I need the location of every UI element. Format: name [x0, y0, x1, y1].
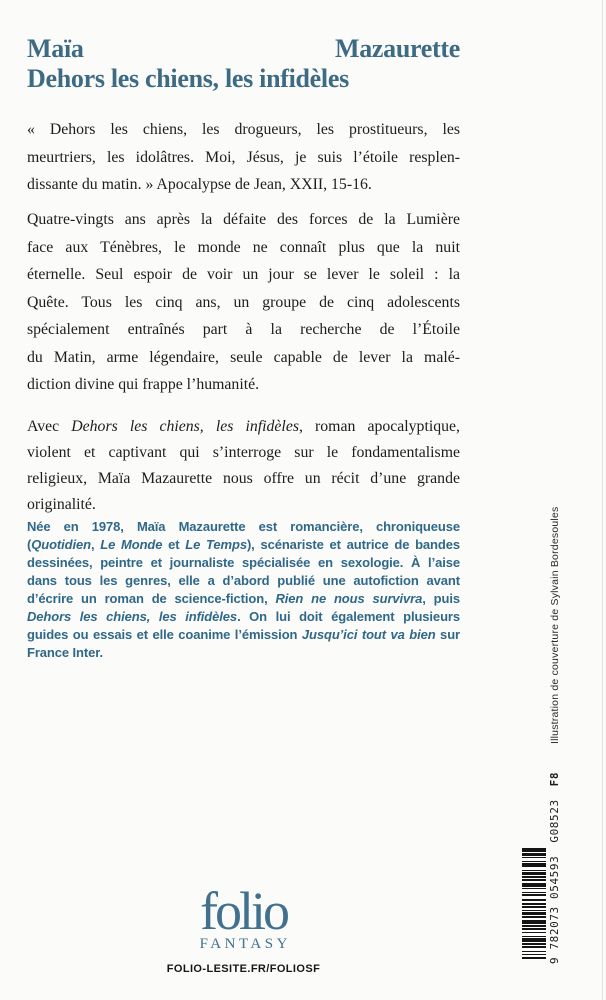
barcode-bar — [522, 861, 546, 862]
barcode-bar — [522, 916, 546, 917]
barcode-bar — [522, 894, 546, 895]
barcode-bar — [522, 872, 546, 875]
folio-logo: folio — [200, 881, 287, 941]
barcode-bar — [522, 857, 546, 858]
barcode-bar — [522, 899, 546, 900]
closing-paragraph: Avec Dehors les chiens, les infidèles, roman apocalyptique, violent et captivant qui s’interroge sur le fondamentalisme religieux, Maïa Mazaurette nous offre un récit d’une grande originalité. — [27, 418, 460, 513]
barcode-bar — [522, 938, 546, 942]
barcode-bar — [522, 954, 546, 955]
barcode-bar — [522, 957, 546, 958]
barcode-bar — [522, 853, 546, 856]
publisher-url: FOLIO-LESITE.FR/FOLIOSF — [166, 963, 321, 975]
barcode-bar — [522, 912, 546, 915]
barcode-bar — [522, 946, 546, 949]
book-title-block: Maïa Mazaurette Dehors les chiens, les infidèles — [27, 34, 460, 93]
cover-edge-line — [602, 0, 603, 1000]
isbn-number — [548, 772, 561, 964]
barcode-bar — [522, 879, 546, 882]
barcode-bar — [522, 883, 546, 887]
barcode-bar — [522, 928, 546, 931]
barcode-bar — [522, 848, 546, 852]
barcode-bar — [522, 903, 546, 904]
barcode-bar — [522, 910, 546, 911]
author-bio: Née en 1978, Maïa Mazaurette est romancière, chroniqueuse (Quotidien, Le Monde et Le Temps), scénariste et autrice de bandes dessinées, peintre et journaliste spécialisée en sexologie. À l’aise dans tous les genres, elle a d’abord publié une autofiction avant d’écrire un roman de science-fiction, Rien ne nous survivra, puis Dehors les chiens, les infidèles. On lui doit également plusieurs guides ou essais et elle coanime l’émission Jusqu’ici tout va bien sur France Inter. — [27, 519, 460, 660]
footer — [27, 881, 460, 975]
barcode-bar — [522, 936, 546, 937]
epigraph-quote: « Dehors les chiens, les drogueurs, les prostitueurs, les meurtriers, les idolâtres. Moi, Jésus, je suis l’étoile resplen- dissante du matin. » Apocalypse de Jean, XXII, 15-16. — [27, 121, 460, 193]
barcode-bar — [522, 906, 546, 909]
isbn-digits: 9 782073 054593 — [548, 855, 561, 964]
barcode — [522, 848, 546, 960]
barcode-bar — [522, 876, 546, 877]
barcode-bar — [522, 943, 546, 944]
barcode-bar — [522, 892, 546, 893]
barcode-bar — [522, 870, 546, 871]
edition-code: F8 — [548, 771, 561, 787]
barcode-bar — [522, 925, 546, 926]
barcode-bar — [522, 920, 546, 924]
synopsis-paragraph: Quatre-vingts ans après la défaite des forces de la Lumière face aux Ténèbres, le monde ne connaît plus que la nuit éternelle. Seul espoir de voir un jour se lever le soleil : la Quête. Tous les cinq ans, un groupe de cinq adolescents spécialement entraînés part à la recherche de l’Étoile du Matin, arme légendaire, seule capable de lever la malé- diction divine qui frappe l’humanité. — [27, 211, 460, 393]
printer-code: G08523 — [548, 799, 561, 843]
barcode-bar — [522, 863, 546, 867]
illustration-credit: Illustration de couverture de Sylvain Bordesoules — [549, 506, 561, 744]
barcode-bar — [522, 888, 546, 889]
barcode-bar — [522, 932, 546, 933]
fantasy-collection-label: FANTASY — [199, 936, 291, 952]
barcode-bar — [522, 951, 546, 952]
